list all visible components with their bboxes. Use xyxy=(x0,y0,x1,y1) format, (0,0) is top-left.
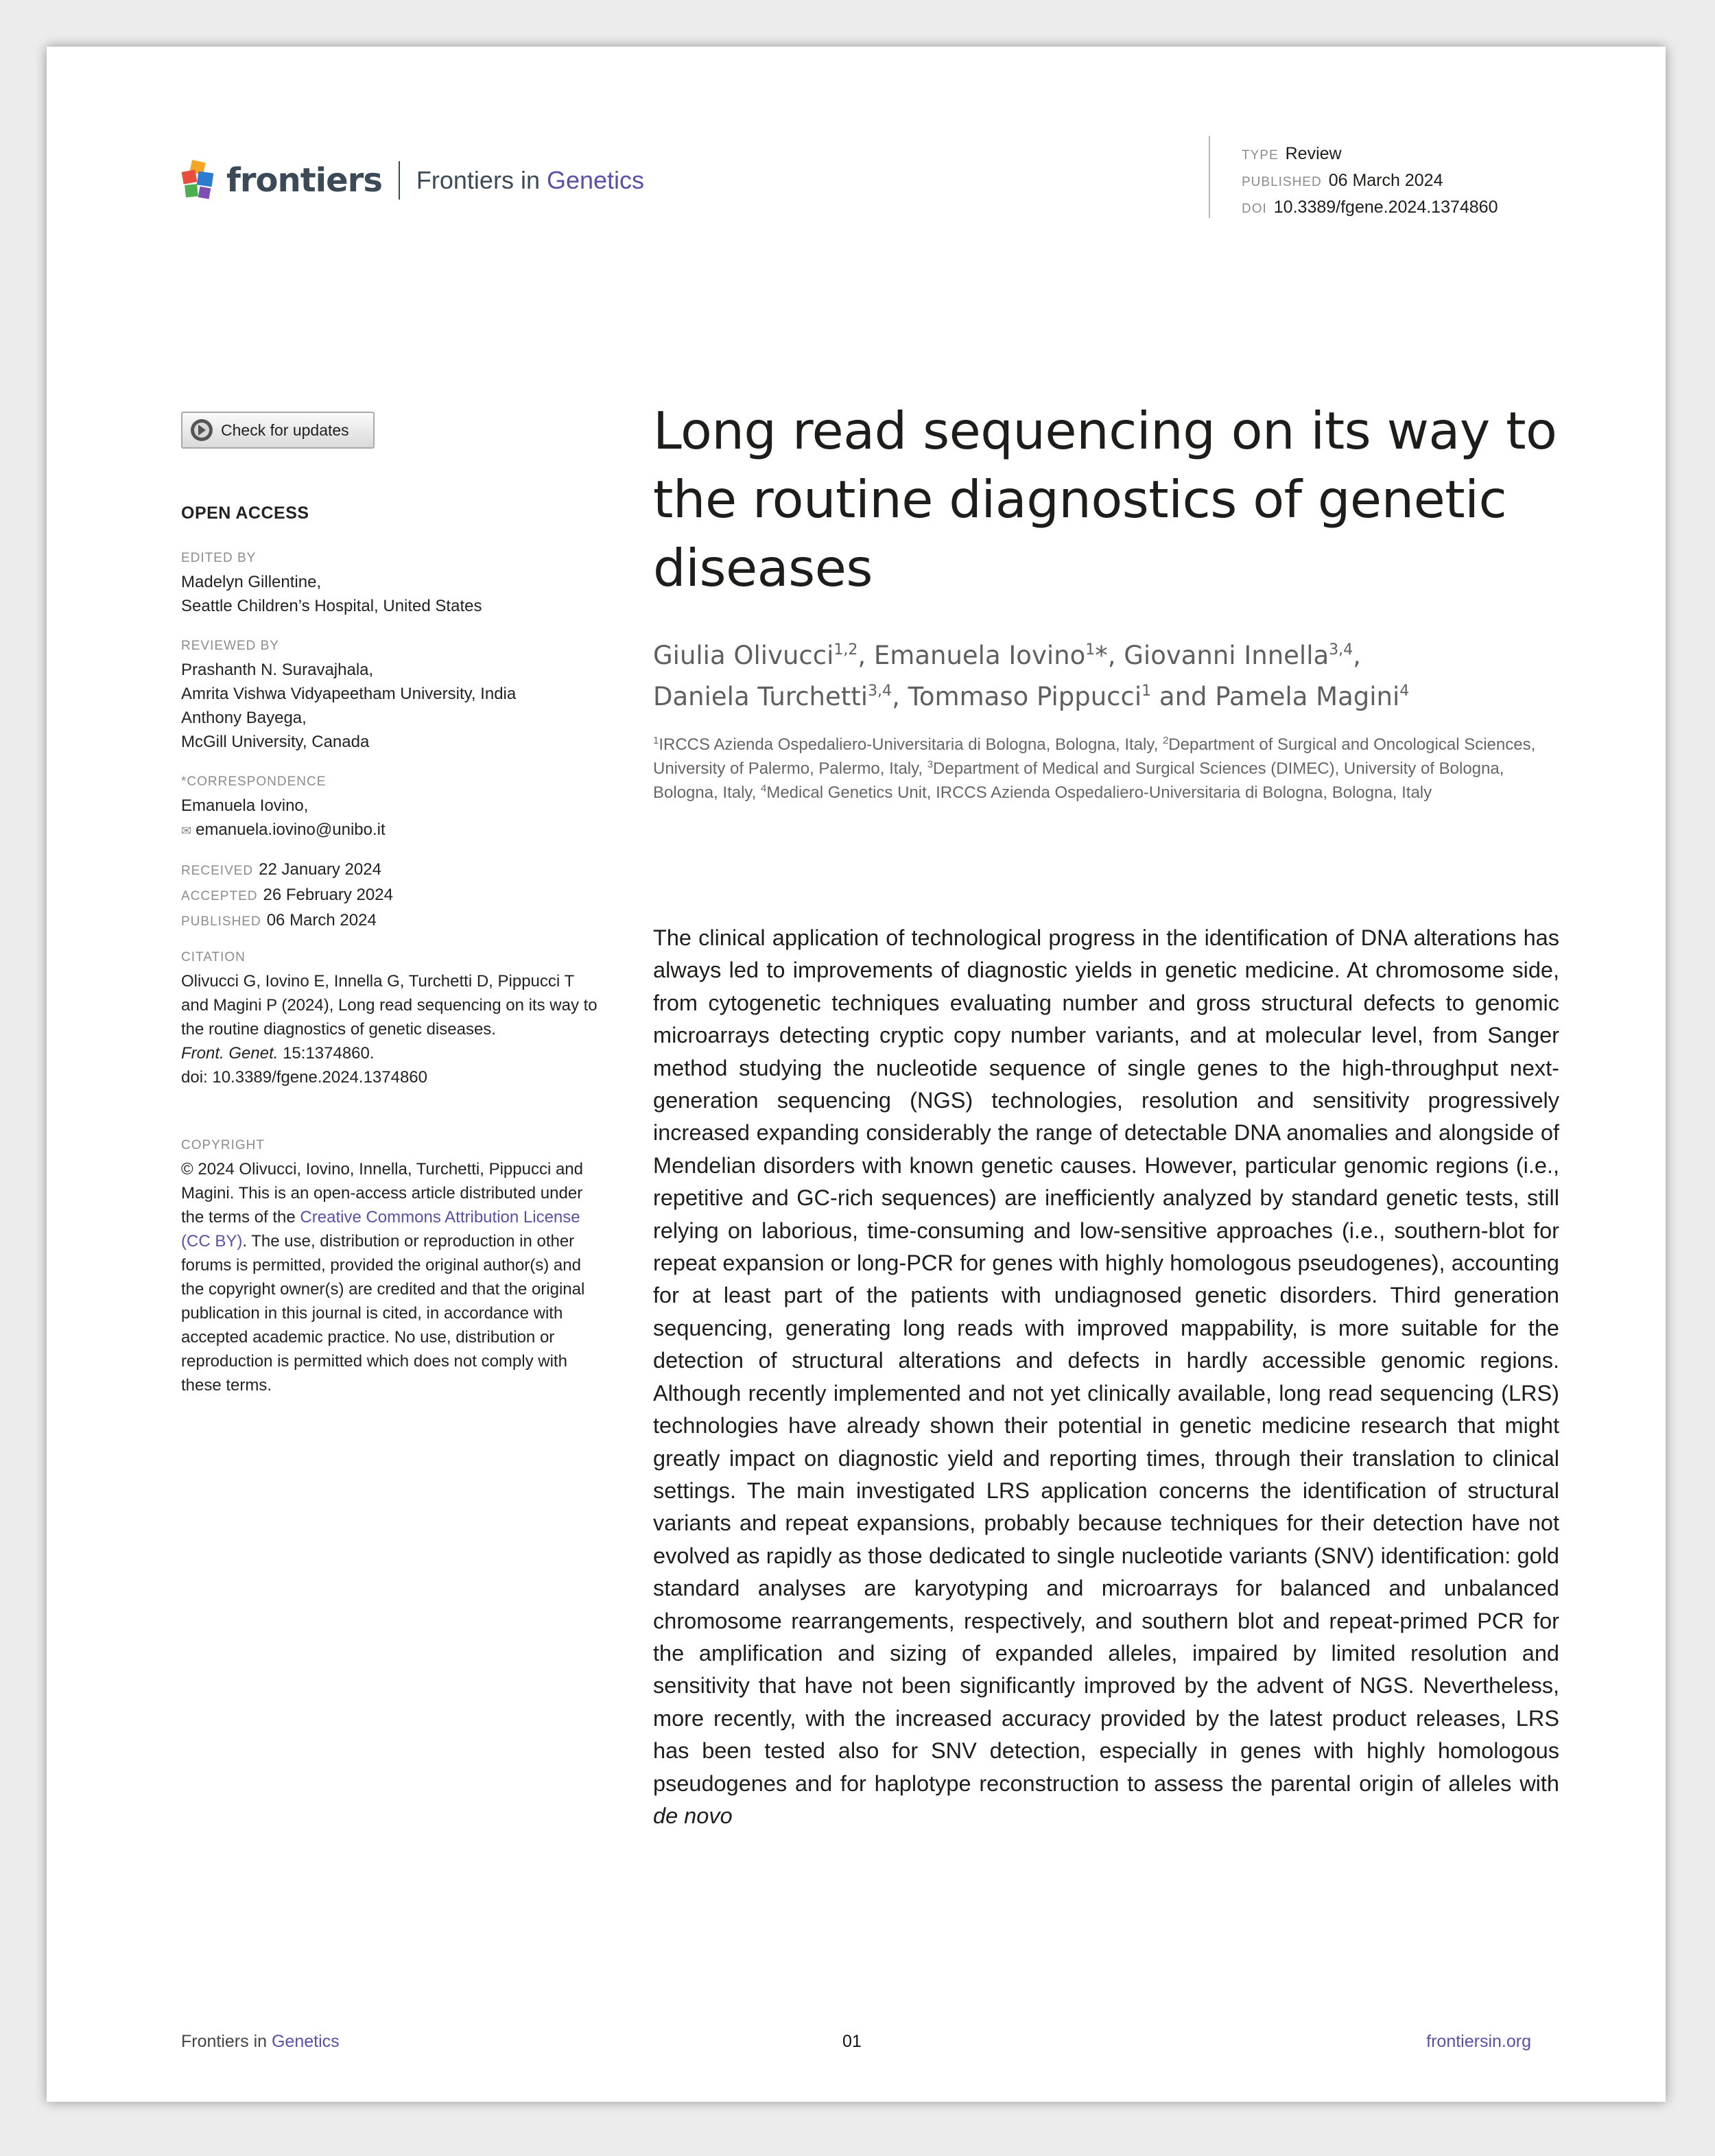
edited-by-block xyxy=(181,546,606,618)
affiliation-text: Medical Genetics Unit, IRCCS Azienda Ospedaliero-Universitaria di Bologna, Bologna, Italy xyxy=(766,783,1432,802)
affiliation-number: 2 xyxy=(1162,735,1169,746)
doi-row[interactable]: DOI 10.3389/fgene.2024.1374860 xyxy=(1242,198,1498,217)
edited-by-label: EDITED BY xyxy=(181,551,257,565)
footer-journal: Frontiers in Genetics xyxy=(181,2032,340,2051)
check-for-updates-label: Check for updates xyxy=(221,420,349,439)
citation-text: Olivucci G, Iovino E, Innella G, Turchetti D, Pippucci T and Magini P (2024), Long read sequencing on its way to the routine diagnostics of genetic diseases. Front. Genet. 15:1374860. doi: 10.3389/fgene.2024.1374860 xyxy=(181,972,598,1087)
correspondence-label: *CORRESPONDENCE xyxy=(181,774,327,789)
dates-block xyxy=(181,857,606,934)
affiliation-number: 3 xyxy=(927,759,934,770)
author-affiliation-marker: 3,4 xyxy=(1329,641,1353,659)
update-icon xyxy=(189,418,214,442)
envelope-icon: ✉ xyxy=(181,824,192,838)
author-name: Tommaso Pippucci xyxy=(908,682,1142,711)
copyright-block xyxy=(181,1133,593,1397)
author-affiliation-marker: 1,2 xyxy=(833,641,858,659)
reviewer-affiliation: Amrita Vishwa Vidyapeetham University, India xyxy=(181,685,517,703)
frontiers-logo-icon xyxy=(181,160,220,201)
author-name: Giovanni Innella xyxy=(1124,641,1329,670)
affiliation-text: Department of Medical and Surgical Sciences (DIMEC), University of Bologna, Bologna, Italy, xyxy=(653,759,1504,802)
reviewed-by-block xyxy=(181,634,606,754)
correspondence-email[interactable]: emanuela.iovino@unibo.it xyxy=(196,820,386,839)
reviewer-affiliation: McGill University, Canada xyxy=(181,733,370,751)
author-list: Giulia Olivucci$^{1,2}$, Emanuela Iovino$^1$*, Giovanni Innella$^{3,4}$, Daniela Turchetti$^{3,4}$, Tommaso Pippucci$^1$ and Pamela Magini$^4$ xyxy=(653,641,1410,711)
article-title: Long read sequencing on its way to the routine diagnostics of genetic diseases xyxy=(653,401,1557,598)
accepted-row: ACCEPTED 26 February 2024 xyxy=(181,886,393,904)
copyright-text: © 2024 Olivucci, Iovino, Innella, Turchetti, Pippucci and Magini. This is an open-access article distributed under the terms of the Creative Commons Attribution License (CC BY). The use, distribution or reproduction in other forums is permitted, provided the original author(s) and the copyright owner(s) are credited and that the original publication in this journal is cited, in accordance with accepted academic practice. No use, distribution or reproduction is permitted which does not comply with these terms. xyxy=(181,1160,585,1395)
citation-block xyxy=(181,945,600,1089)
page xyxy=(47,47,1666,2102)
frontiers-logo[interactable] xyxy=(181,156,644,204)
citation-label: CITATION xyxy=(181,950,246,964)
type-row: TYPE Review xyxy=(1242,144,1342,163)
affiliation-text: Department of Surgical and Oncological Sciences, University of Palermo, Palermo, Italy, xyxy=(653,735,1536,778)
editor-name: Madelyn Gillentine, xyxy=(181,573,322,591)
meta-divider xyxy=(1209,136,1210,218)
correspondence-name: Emanuela Iovino, xyxy=(181,796,309,815)
editor-affiliation: Seattle Children’s Hospital, United States xyxy=(181,597,482,615)
brand-wordmark: frontiers xyxy=(226,161,382,200)
affiliation-number: 1 xyxy=(653,735,659,746)
affiliation-number: 4 xyxy=(760,783,767,794)
author-affiliation-marker: 1 xyxy=(1085,641,1096,659)
received-row: RECEIVED 22 January 2024 xyxy=(181,860,381,879)
article-meta xyxy=(1242,141,1498,222)
author-name: Daniela Turchetti xyxy=(653,682,868,711)
reviewer-name: Anthony Bayega, xyxy=(181,709,307,727)
author-name: Pamela Magini xyxy=(1215,682,1400,711)
reviewed-by-label: REVIEWED BY xyxy=(181,639,279,653)
published-row: PUBLISHED 06 March 2024 xyxy=(181,911,377,929)
open-access-label: OPEN ACCESS xyxy=(181,504,309,523)
page-number: 01 xyxy=(842,2032,862,2051)
author-name: Emanuela Iovino xyxy=(873,641,1086,670)
cc-by-license-link[interactable]: Creative Commons Attribution License (CC BY) xyxy=(181,1208,580,1251)
copyright-label: COPYRIGHT xyxy=(181,1138,265,1152)
affiliations xyxy=(653,733,1565,805)
author-affiliation-marker: 1 xyxy=(1142,683,1152,700)
footer-site-link[interactable]: frontiersin.org xyxy=(1426,2032,1531,2051)
correspondence-email-row[interactable] xyxy=(181,818,606,843)
logo-divider xyxy=(399,161,400,200)
author-affiliation-marker: 3,4 xyxy=(868,683,892,700)
author-affiliation-marker: 4 xyxy=(1399,683,1410,700)
correspondence-block xyxy=(181,770,606,843)
journal-name: Frontiers in Genetics xyxy=(416,166,645,194)
affiliation-text: IRCCS Azienda Ospedaliero-Universitaria di Bologna, Bologna, Italy, xyxy=(659,735,1163,754)
published-row: PUBLISHED 06 March 2024 xyxy=(1242,171,1443,190)
abstract-body: The clinical application of technological progress in the identification of DNA alterations has always led to improvements of diagnostic yields in genetic medicine. At chromosome side, from cytogenetic techniques evaluating number and gross structural defects to genomic microarrays detecting cryptic copy number variants, and at molecular level, from Sanger method studying the nucleotide sequence of single genes to the high-throughput next-generation sequencing (NGS) technologies, resolution and sensitivity progressively increased expanding considerably the range of detectable DNA anomalies and alongside of Mendelian disorders with known genetic causes. However, particular genomic regions (i.e., repetitive and GC-rich sequences) are inefficiently analyzed by standard genetic tests, still relying on laborious, time-consuming and low-sensitive approaches (i.e., southern-blot for repeat expansion or long-PCR for genes with highly homologous pseudogenes), accounting for at least part of the patients with undiagnosed genetic disorders. Third generation sequencing, generating long reads with improved mappability, is more suitable for the detection of structural alterations and defects in hardly accessible genomic regions. Although recently implemented and not yet clinically available, long read sequencing (LRS) technologies have already shown their potential in genetic medicine research that might greatly impact on diagnostic yield and reporting times, through their translation to clinical settings. The main investigated LRS application concerns the identification of structural variants and repeat expansions, probably because techniques for their detection have not evolved as rapidly as those dedicated to single nucleotide variants (SNV) identification: gold standard analyses are karyotyping and microarrays for balanced and unbalanced chromosome rearrangements, respectively, and southern blot and repeat-primed PCR for the amplification and sizing of expanded alleles, impaired by limited resolution and sensitivity that have not been significantly improved by the advent of NGS. Nevertheless, more recently, with the increased accuracy provided by the latest product releases, LRS has been tested also for SNV detection, especially in genes with highly homologous pseudogenes and for haplotype reconstruction to assess the parental origin of alleles with de novo xyxy=(653,925,1559,1828)
reviewer-name: Prashanth N. Suravajhala, xyxy=(181,661,374,679)
corresponding-author-mark: * xyxy=(1095,641,1108,670)
author-name: Giulia Olivucci xyxy=(653,641,834,670)
check-for-updates-button[interactable] xyxy=(181,412,375,449)
